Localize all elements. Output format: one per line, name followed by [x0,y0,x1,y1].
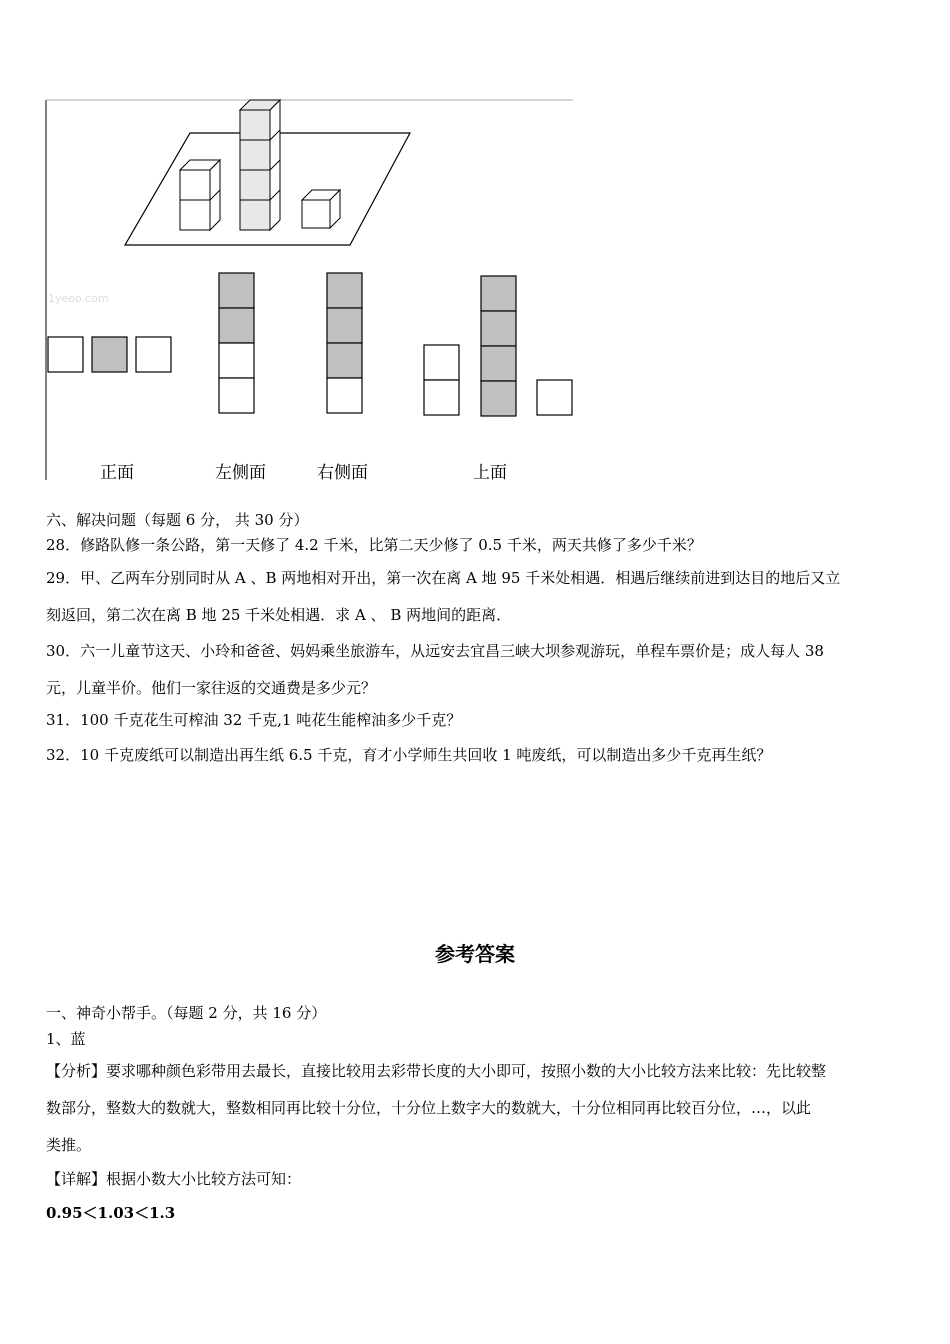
analysis-line1: 【分析】要求哪种颜色彩带用去最长，直接比较用去彩带长度的大小即可，按照小数的大小比较方法来比较：先比较整 [46,1062,827,1080]
section6-heading: 六、解决问题（每题 6 分， 共 30 分） [46,511,309,529]
left-cube-stack [180,160,220,230]
analysis-line3: 类推。 [46,1136,92,1154]
answers-title: 参考答案 [435,942,515,966]
right-side-view [327,273,362,413]
left-side-view [219,273,254,413]
detail-line: 【详解】根据小数大小比较方法可知： [46,1170,302,1188]
question-29-line1: 29．甲、乙两车分别同时从 A 、B 两地相对开出，第一次在离 A 地 95 千米处相遇．相遇后继续前进到达目的地后又立 [46,569,841,587]
question-31: 31．100 千克花生可榨油 32 千克,1 吨花生能榨油多少千克？ [46,711,462,729]
analysis-line2: 数部分，整数大的数就大，整数相同再比较十分位，十分位上数字大的数就大，十分位相同再比较百分位，…，以此 [46,1099,812,1117]
question-29-line2: 刻返回，第二次在离 B 地 25 千米处相遇．求 A 、 B 两地间的距离． [46,606,512,624]
label-front: 正面 [100,463,134,483]
question-30-line1: 30．六一儿童节这天、小玲和爸爸、妈妈乘坐旅游车，从远安去宜昌三峡大坝参观游玩，单程车票价是；成人每人 38 [46,642,824,660]
label-top: 上面 [473,463,507,483]
watermark: 1yeoo.com [48,292,109,305]
question-30-line2: 元，儿童半价。他们一家往返的交通费是多少元？ [46,679,377,697]
answer-q1: 1、蓝 [46,1030,86,1048]
cube-views-figure [40,95,580,490]
label-right-side: 右侧面 [317,463,368,483]
result-line: 0.95＜1.03＜1.3 [46,1204,176,1222]
top-view [424,276,572,416]
front-view [48,337,171,372]
label-left-side: 左侧面 [215,463,266,483]
answers-section1-heading: 一、神奇小帮手。（每题 2 分，共 16 分） [46,1004,327,1022]
tall-cube-stack [240,100,280,230]
question-28: 28．修路队修一条公路，第一天修了 4.2 千米，比第二天少修了 0.5 千米，两天共修了多少千米？ [46,536,702,554]
question-32: 32．10 千克废纸可以制造出再生纸 6.5 千克，育才小学师生共回收 1 吨废纸，可以制造出多少千克再生纸？ [46,746,772,764]
cube-views-svg [40,95,580,490]
single-cube [302,190,340,228]
